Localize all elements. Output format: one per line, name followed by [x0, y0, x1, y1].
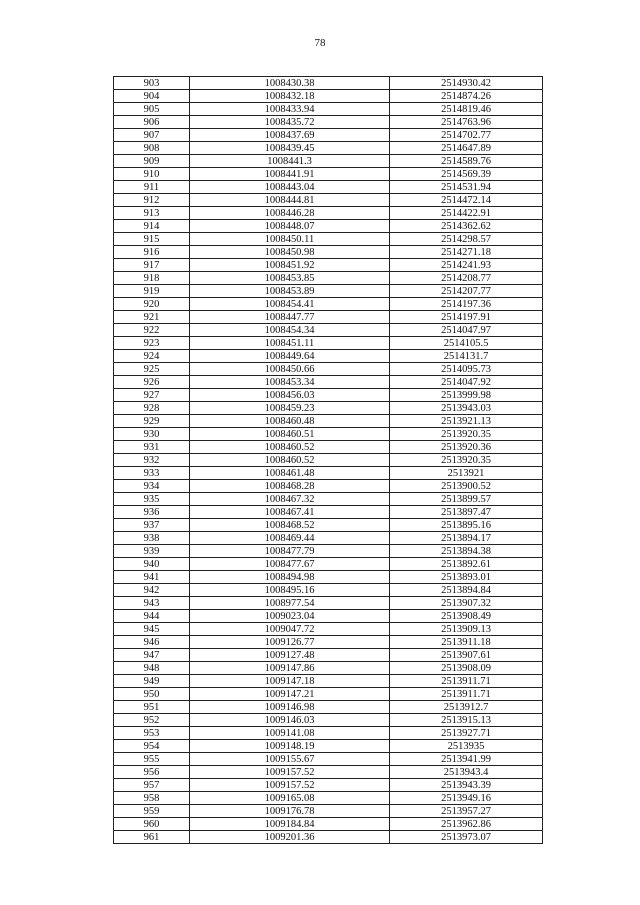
- point-number-cell: 923: [114, 337, 190, 350]
- x-coordinate-cell: 1008450.11: [190, 233, 390, 246]
- y-coordinate-cell: 2513894.84: [390, 584, 543, 597]
- point-number-cell: 930: [114, 428, 190, 441]
- table-row: [114, 259, 543, 272]
- point-number-cell: 920: [114, 298, 190, 311]
- y-coordinate-cell: 2513943.39: [390, 779, 543, 792]
- point-number-cell: 946: [114, 636, 190, 649]
- table-row: [114, 337, 543, 350]
- y-coordinate-cell: 2513999.98: [390, 389, 543, 402]
- table-row: [114, 766, 543, 779]
- y-coordinate-cell: 2514531.94: [390, 181, 543, 194]
- point-number-cell: 957: [114, 779, 190, 792]
- table-row: [114, 688, 543, 701]
- x-coordinate-cell: 1008477.79: [190, 545, 390, 558]
- x-coordinate-cell: 1008467.32: [190, 493, 390, 506]
- point-number-cell: 912: [114, 194, 190, 207]
- x-coordinate-cell: 1009201.36: [190, 831, 390, 844]
- table-row: [114, 727, 543, 740]
- y-coordinate-cell: 2513927.71: [390, 727, 543, 740]
- y-coordinate-cell: 2513907.32: [390, 597, 543, 610]
- x-coordinate-cell: 1008448.07: [190, 220, 390, 233]
- table-row: [114, 194, 543, 207]
- point-number-cell: 961: [114, 831, 190, 844]
- x-coordinate-cell: 1009127.48: [190, 649, 390, 662]
- table-row: [114, 454, 543, 467]
- point-number-cell: 934: [114, 480, 190, 493]
- table-row: [114, 532, 543, 545]
- point-number-cell: 928: [114, 402, 190, 415]
- x-coordinate-cell: 1008441.91: [190, 168, 390, 181]
- point-number-cell: 950: [114, 688, 190, 701]
- table-row: [114, 311, 543, 324]
- y-coordinate-cell: 2513962.86: [390, 818, 543, 831]
- table-row: [114, 246, 543, 259]
- x-coordinate-cell: 1008469.44: [190, 532, 390, 545]
- x-coordinate-cell: 1008495.16: [190, 584, 390, 597]
- table-row: [114, 77, 543, 90]
- x-coordinate-cell: 1008454.41: [190, 298, 390, 311]
- x-coordinate-cell: 1009146.98: [190, 701, 390, 714]
- y-coordinate-cell: 2513920.35: [390, 428, 543, 441]
- table-row: [114, 506, 543, 519]
- table-row: [114, 792, 543, 805]
- table-row: [114, 714, 543, 727]
- table-row: [114, 675, 543, 688]
- y-coordinate-cell: 2513935: [390, 740, 543, 753]
- table-row: [114, 467, 543, 480]
- x-coordinate-cell: 1009155.67: [190, 753, 390, 766]
- y-coordinate-cell: 2514197.36: [390, 298, 543, 311]
- table-row: [114, 545, 543, 558]
- y-coordinate-cell: 2513915.13: [390, 714, 543, 727]
- table-row: [114, 207, 543, 220]
- x-coordinate-cell: 1008447.77: [190, 311, 390, 324]
- point-number-cell: 903: [114, 77, 190, 90]
- x-coordinate-cell: 1008441.3: [190, 155, 390, 168]
- page-number: 78: [314, 37, 326, 49]
- table-row: [114, 519, 543, 532]
- point-number-cell: 940: [114, 558, 190, 571]
- table-row: [114, 324, 543, 337]
- table-row: [114, 779, 543, 792]
- y-coordinate-cell: 2514095.73: [390, 363, 543, 376]
- y-coordinate-cell: 2514930.42: [390, 77, 543, 90]
- y-coordinate-cell: 2513892.61: [390, 558, 543, 571]
- table-row: [114, 298, 543, 311]
- point-number-cell: 926: [114, 376, 190, 389]
- y-coordinate-cell: 2513900.52: [390, 480, 543, 493]
- table-row: [114, 428, 543, 441]
- y-coordinate-cell: 2514362.62: [390, 220, 543, 233]
- point-number-cell: 949: [114, 675, 190, 688]
- table-row: [114, 662, 543, 675]
- point-number-cell: 927: [114, 389, 190, 402]
- table-body: [114, 77, 543, 844]
- y-coordinate-cell: 2514819.46: [390, 103, 543, 116]
- y-coordinate-cell: 2514208.77: [390, 272, 543, 285]
- point-number-cell: 907: [114, 129, 190, 142]
- point-number-cell: 960: [114, 818, 190, 831]
- y-coordinate-cell: 2513909.13: [390, 623, 543, 636]
- table-row: [114, 571, 543, 584]
- point-number-cell: 910: [114, 168, 190, 181]
- x-coordinate-cell: 1009148.19: [190, 740, 390, 753]
- x-coordinate-cell: 1008453.85: [190, 272, 390, 285]
- x-coordinate-cell: 1008494.98: [190, 571, 390, 584]
- y-coordinate-cell: 2514207.77: [390, 285, 543, 298]
- table-row: [114, 389, 543, 402]
- point-number-cell: 916: [114, 246, 190, 259]
- table-row: [114, 597, 543, 610]
- x-coordinate-cell: 1008453.34: [190, 376, 390, 389]
- y-coordinate-cell: 2513899.57: [390, 493, 543, 506]
- y-coordinate-cell: 2513920.35: [390, 454, 543, 467]
- y-coordinate-cell: 2514271.18: [390, 246, 543, 259]
- point-number-cell: 944: [114, 610, 190, 623]
- point-number-cell: 931: [114, 441, 190, 454]
- table-row: [114, 740, 543, 753]
- table-row: [114, 610, 543, 623]
- x-coordinate-cell: 1009165.08: [190, 792, 390, 805]
- x-coordinate-cell: 1008450.66: [190, 363, 390, 376]
- y-coordinate-cell: 2513973.07: [390, 831, 543, 844]
- y-coordinate-cell: 2514197.91: [390, 311, 543, 324]
- point-number-cell: 905: [114, 103, 190, 116]
- point-number-cell: 936: [114, 506, 190, 519]
- x-coordinate-cell: 1009184.84: [190, 818, 390, 831]
- y-coordinate-cell: 2513957.27: [390, 805, 543, 818]
- y-coordinate-cell: 2514589.76: [390, 155, 543, 168]
- x-coordinate-cell: 1009146.03: [190, 714, 390, 727]
- x-coordinate-cell: 1008468.28: [190, 480, 390, 493]
- table-row: [114, 363, 543, 376]
- point-number-cell: 906: [114, 116, 190, 129]
- point-number-cell: 943: [114, 597, 190, 610]
- point-number-cell: 914: [114, 220, 190, 233]
- y-coordinate-cell: 2514298.57: [390, 233, 543, 246]
- x-coordinate-cell: 1009047.72: [190, 623, 390, 636]
- x-coordinate-cell: 1009147.18: [190, 675, 390, 688]
- x-coordinate-cell: 1008477.67: [190, 558, 390, 571]
- x-coordinate-cell: 1008443.04: [190, 181, 390, 194]
- table-row: [114, 90, 543, 103]
- y-coordinate-cell: 2514472.14: [390, 194, 543, 207]
- x-coordinate-cell: 1008456.03: [190, 389, 390, 402]
- x-coordinate-cell: 1008433.94: [190, 103, 390, 116]
- x-coordinate-cell: 1008454.34: [190, 324, 390, 337]
- y-coordinate-cell: 2513911.71: [390, 688, 543, 701]
- point-number-cell: 929: [114, 415, 190, 428]
- point-number-cell: 942: [114, 584, 190, 597]
- point-number-cell: 935: [114, 493, 190, 506]
- point-number-cell: 937: [114, 519, 190, 532]
- x-coordinate-cell: 1009147.21: [190, 688, 390, 701]
- point-number-cell: 955: [114, 753, 190, 766]
- table-row: [114, 558, 543, 571]
- table-row: [114, 818, 543, 831]
- y-coordinate-cell: 2514422.91: [390, 207, 543, 220]
- y-coordinate-cell: 2514874.26: [390, 90, 543, 103]
- table-row: [114, 441, 543, 454]
- x-coordinate-cell: 1008439.45: [190, 142, 390, 155]
- y-coordinate-cell: 2513941.99: [390, 753, 543, 766]
- y-coordinate-cell: 2513921.13: [390, 415, 543, 428]
- y-coordinate-cell: 2514047.92: [390, 376, 543, 389]
- point-number-cell: 925: [114, 363, 190, 376]
- y-coordinate-cell: 2513912.7: [390, 701, 543, 714]
- x-coordinate-cell: 1008451.92: [190, 259, 390, 272]
- y-coordinate-cell: 2513911.18: [390, 636, 543, 649]
- point-number-cell: 924: [114, 350, 190, 363]
- table-row: [114, 636, 543, 649]
- y-coordinate-cell: 2513908.09: [390, 662, 543, 675]
- y-coordinate-cell: 2513921: [390, 467, 543, 480]
- point-number-cell: 948: [114, 662, 190, 675]
- table-row: [114, 584, 543, 597]
- table-row: [114, 142, 543, 155]
- x-coordinate-cell: 1008450.98: [190, 246, 390, 259]
- x-coordinate-cell: 1008444.81: [190, 194, 390, 207]
- table-row: [114, 285, 543, 298]
- x-coordinate-cell: 1009126.77: [190, 636, 390, 649]
- y-coordinate-cell: 2513920.36: [390, 441, 543, 454]
- point-number-cell: 917: [114, 259, 190, 272]
- point-number-cell: 956: [114, 766, 190, 779]
- point-number-cell: 904: [114, 90, 190, 103]
- y-coordinate-cell: 2513894.17: [390, 532, 543, 545]
- x-coordinate-cell: 1009141.08: [190, 727, 390, 740]
- x-coordinate-cell: 1008453.89: [190, 285, 390, 298]
- x-coordinate-cell: 1008432.18: [190, 90, 390, 103]
- y-coordinate-cell: 2514647.89: [390, 142, 543, 155]
- x-coordinate-cell: 1008468.52: [190, 519, 390, 532]
- x-coordinate-cell: 1009023.04: [190, 610, 390, 623]
- table-row: [114, 168, 543, 181]
- table-row: [114, 233, 543, 246]
- table-row: [114, 155, 543, 168]
- x-coordinate-cell: 1008460.51: [190, 428, 390, 441]
- y-coordinate-cell: 2514105.5: [390, 337, 543, 350]
- x-coordinate-cell: 1008460.48: [190, 415, 390, 428]
- y-coordinate-cell: 2514702.77: [390, 129, 543, 142]
- x-coordinate-cell: 1008460.52: [190, 454, 390, 467]
- table-row: [114, 350, 543, 363]
- point-number-cell: 919: [114, 285, 190, 298]
- table-row: [114, 181, 543, 194]
- y-coordinate-cell: 2514241.93: [390, 259, 543, 272]
- point-number-cell: 922: [114, 324, 190, 337]
- table-row: [114, 220, 543, 233]
- point-number-cell: 932: [114, 454, 190, 467]
- y-coordinate-cell: 2513893.01: [390, 571, 543, 584]
- y-coordinate-cell: 2513897.47: [390, 506, 543, 519]
- point-number-cell: 908: [114, 142, 190, 155]
- y-coordinate-cell: 2513895.16: [390, 519, 543, 532]
- table-row: [114, 129, 543, 142]
- x-coordinate-cell: 1008461.48: [190, 467, 390, 480]
- point-number-cell: 933: [114, 467, 190, 480]
- point-number-cell: 959: [114, 805, 190, 818]
- table-row: [114, 493, 543, 506]
- point-number-cell: 909: [114, 155, 190, 168]
- x-coordinate-cell: 1008451.11: [190, 337, 390, 350]
- x-coordinate-cell: 1008467.41: [190, 506, 390, 519]
- point-number-cell: 921: [114, 311, 190, 324]
- x-coordinate-cell: 1008459.23: [190, 402, 390, 415]
- point-number-cell: 954: [114, 740, 190, 753]
- coordinate-table: [113, 76, 543, 844]
- table-row: [114, 415, 543, 428]
- x-coordinate-cell: 1008977.54: [190, 597, 390, 610]
- y-coordinate-cell: 2513907.61: [390, 649, 543, 662]
- x-coordinate-cell: 1009176.78: [190, 805, 390, 818]
- y-coordinate-cell: 2514763.96: [390, 116, 543, 129]
- point-number-cell: 915: [114, 233, 190, 246]
- point-number-cell: 953: [114, 727, 190, 740]
- y-coordinate-cell: 2513911.71: [390, 675, 543, 688]
- point-number-cell: 938: [114, 532, 190, 545]
- point-number-cell: 952: [114, 714, 190, 727]
- x-coordinate-cell: 1008435.72: [190, 116, 390, 129]
- table-row: [114, 402, 543, 415]
- table-row: [114, 753, 543, 766]
- x-coordinate-cell: 1008430.38: [190, 77, 390, 90]
- x-coordinate-cell: 1008446.28: [190, 207, 390, 220]
- y-coordinate-cell: 2514047.97: [390, 324, 543, 337]
- y-coordinate-cell: 2513894.38: [390, 545, 543, 558]
- point-number-cell: 918: [114, 272, 190, 285]
- table-row: [114, 805, 543, 818]
- y-coordinate-cell: 2513943.4: [390, 766, 543, 779]
- x-coordinate-cell: 1009157.52: [190, 766, 390, 779]
- point-number-cell: 913: [114, 207, 190, 220]
- table-row: [114, 116, 543, 129]
- point-number-cell: 911: [114, 181, 190, 194]
- table-row: [114, 376, 543, 389]
- point-number-cell: 945: [114, 623, 190, 636]
- y-coordinate-cell: 2513943.03: [390, 402, 543, 415]
- point-number-cell: 939: [114, 545, 190, 558]
- table-row: [114, 272, 543, 285]
- table-row: [114, 623, 543, 636]
- table-row: [114, 649, 543, 662]
- x-coordinate-cell: 1008449.64: [190, 350, 390, 363]
- point-number-cell: 941: [114, 571, 190, 584]
- x-coordinate-cell: 1008460.52: [190, 441, 390, 454]
- y-coordinate-cell: 2514131.7: [390, 350, 543, 363]
- x-coordinate-cell: 1009157.52: [190, 779, 390, 792]
- table-row: [114, 103, 543, 116]
- y-coordinate-cell: 2514569.39: [390, 168, 543, 181]
- table-row: [114, 831, 543, 844]
- point-number-cell: 958: [114, 792, 190, 805]
- point-number-cell: 947: [114, 649, 190, 662]
- table-row: [114, 480, 543, 493]
- x-coordinate-cell: 1008437.69: [190, 129, 390, 142]
- y-coordinate-cell: 2513949.16: [390, 792, 543, 805]
- y-coordinate-cell: 2513908.49: [390, 610, 543, 623]
- point-number-cell: 951: [114, 701, 190, 714]
- table-row: [114, 701, 543, 714]
- x-coordinate-cell: 1009147.86: [190, 662, 390, 675]
